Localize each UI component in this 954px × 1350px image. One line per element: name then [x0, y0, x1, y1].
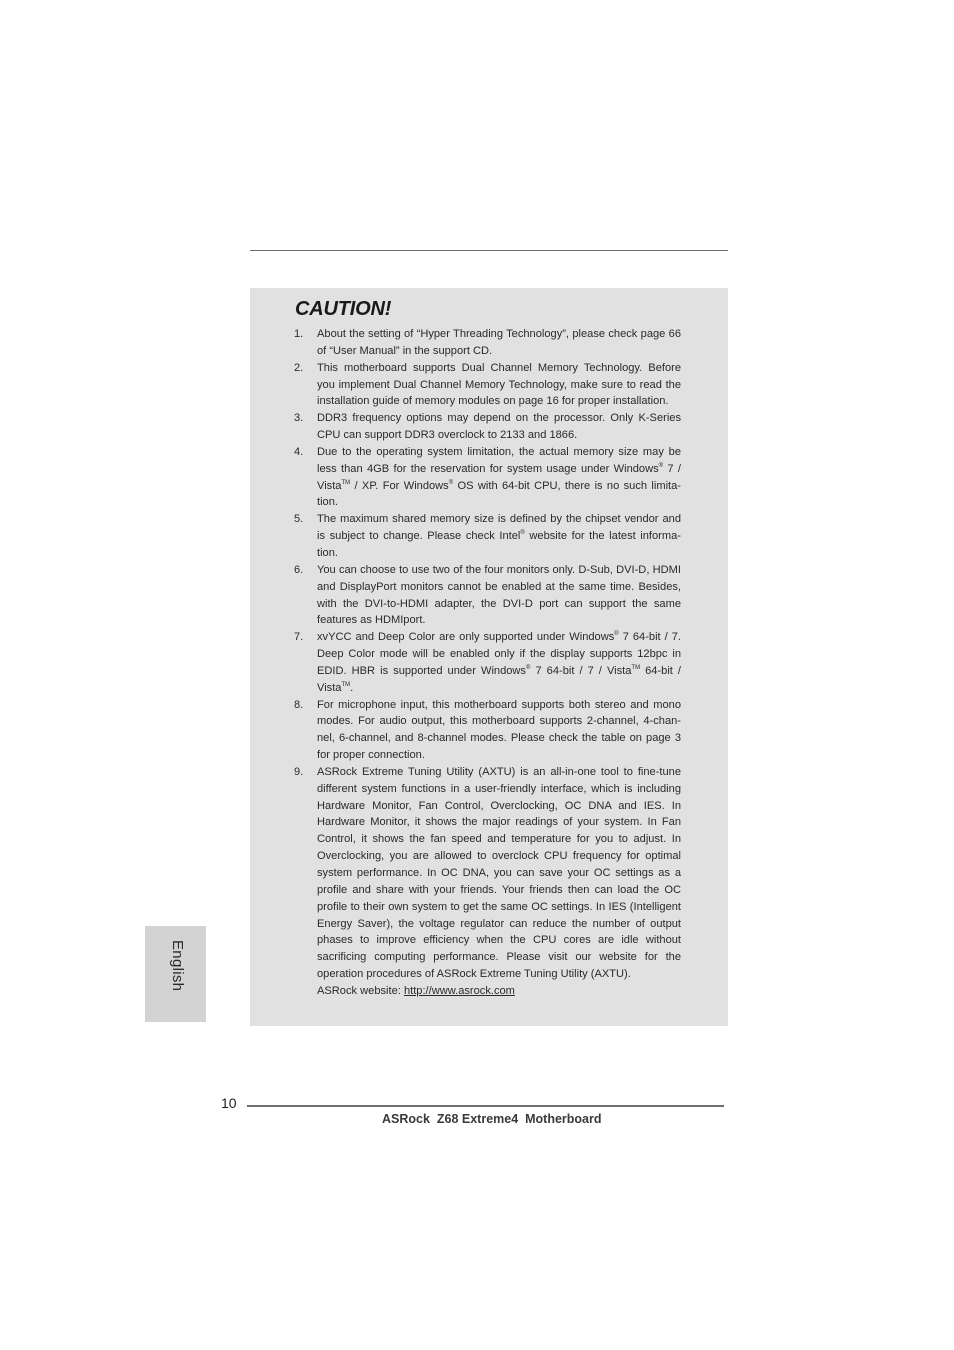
- item-text: DDR3 frequency options may depend on the processor. Only K-Series CPU can support DDR3 overclock to 2133 and 1866.: [317, 412, 681, 442]
- caution-item-4: [294, 444, 681, 511]
- registered-mark: ®: [614, 631, 619, 638]
- item-number: 3.: [294, 412, 304, 425]
- text-run: OS with 64-bit CPU, there is no such limita-tion.: [317, 479, 681, 509]
- text-run: xvYCC and Deep Color are only supported under Windows: [317, 631, 615, 644]
- item-number: 6.: [294, 563, 304, 576]
- registered-mark: ®: [520, 530, 525, 537]
- caution-item-8: [294, 697, 681, 764]
- registered-mark: ®: [448, 479, 454, 486]
- text-run: The maximum shared memory size is defined by the chipset vendor and is subject to change. Please check Intel: [317, 513, 681, 543]
- caution-item-6: [294, 562, 681, 629]
- caution-item-3: [294, 410, 681, 444]
- header-divider: [250, 250, 728, 251]
- caution-list: [294, 326, 681, 1000]
- website-line: [317, 983, 681, 1000]
- trademark-mark: TM: [341, 479, 351, 486]
- item-text: ASRock Extreme Tuning Utility (AXTU) is an all-in-one tool to fine-tune different system functions in a user-friendly interface, which is including Hardware Monitor, Fan Control, Overclocking, OC DNA and IES. In Hardware Monitor, it shows the major readings of your system. In Fan Control, it shows the fan speed and temperature for you to adjust. In Overclocking, you are allowed to overclock CPU frequency for optimal system performance. In OC DNA, you can save your OC settings as a profile and share with your friends. Your friends then can load the OC profile to their own system to get the same OC settings. In IES (Intelligent Energy Saver), the voltage regulator can reduce the number of output phases to improve efficiency when the CPU cores are idle without sacrificing computing performance. Please visit our website for the operation procedures of ASRock Extreme Tuning Utility (AXTU).: [317, 765, 681, 981]
- item-text: For microphone input, this motherboard supports both stereo and mono modes. For audio output, this motherboard supports 2-channel, 4-chan-nel, 6-channel, and 8-channel modes. Please check the table on page 3 for proper connection.: [317, 698, 681, 762]
- language-label: English: [169, 940, 186, 992]
- website-link[interactable]: http://www.asrock.com: [403, 984, 515, 997]
- text-run: 7 / Vista: [317, 462, 681, 492]
- trademark-mark: TM: [341, 681, 351, 688]
- item-text: About the setting of “Hyper Threading Technology”, please check page 66 of “User Manual” in the support CD.: [317, 328, 681, 357]
- item-text: [317, 444, 681, 511]
- item-text: You can choose to use two of the four monitors only. D-Sub, DVI-D, HDMI and DisplayPort monitors cannot be enabled at the same time. Besides, with the DVI-to-HDMI adapter, the DVI-D port can support the same features as HDMIport.: [317, 563, 681, 627]
- item-number: 8.: [294, 698, 304, 711]
- text-run: / XP. For Windows: [350, 479, 449, 492]
- item-text: [317, 629, 681, 696]
- text-run: 7 64-bit / 7. Deep Color mode will be enabled only if the display supports 12bpc in EDID. HBR is supported under Windows: [317, 631, 681, 677]
- item-number: 2.: [294, 361, 304, 374]
- item-number: 5.: [294, 513, 304, 526]
- language-tab: [145, 926, 206, 1022]
- item-number: 9.: [294, 765, 304, 778]
- caution-box: [250, 288, 728, 1026]
- page-number: 10: [221, 1095, 237, 1111]
- caution-title: CAUTION!: [295, 298, 392, 320]
- item-number: 1.: [294, 328, 304, 340]
- footer-title: ASRock Z68 Extreme4 Motherboard: [382, 1112, 602, 1126]
- caution-item-7: [294, 629, 681, 696]
- item-text: [317, 511, 681, 562]
- caution-item-9: [294, 764, 681, 1000]
- item-text: This motherboard supports Dual Channel Memory Technology. Before you implement Dual Channel Memory Technology, make sure to read the installation guide of memory modules on page 16 for proper installation.: [317, 361, 681, 408]
- caution-item-2: [294, 360, 681, 411]
- text-run: Due to the operating system limitation, the actual memory size may be less than 4GB for the reservation for system usage under Windows: [317, 445, 681, 475]
- trademark-mark: TM: [631, 664, 641, 671]
- item-number: 4.: [294, 445, 304, 458]
- registered-mark: ®: [658, 462, 664, 469]
- registered-mark: ®: [525, 664, 531, 671]
- text-run: website for the latest informa-tion.: [317, 530, 681, 559]
- footer-divider: [247, 1105, 724, 1107]
- text-run: .: [350, 681, 354, 694]
- caution-item-1: [294, 326, 681, 360]
- website-label: ASRock website:: [317, 984, 404, 997]
- caution-item-5: [294, 511, 681, 562]
- text-run: 7 64-bit / 7 / Vista: [530, 664, 632, 677]
- item-number: 7.: [294, 631, 304, 644]
- text-run: 64-bit / Vista: [317, 664, 682, 694]
